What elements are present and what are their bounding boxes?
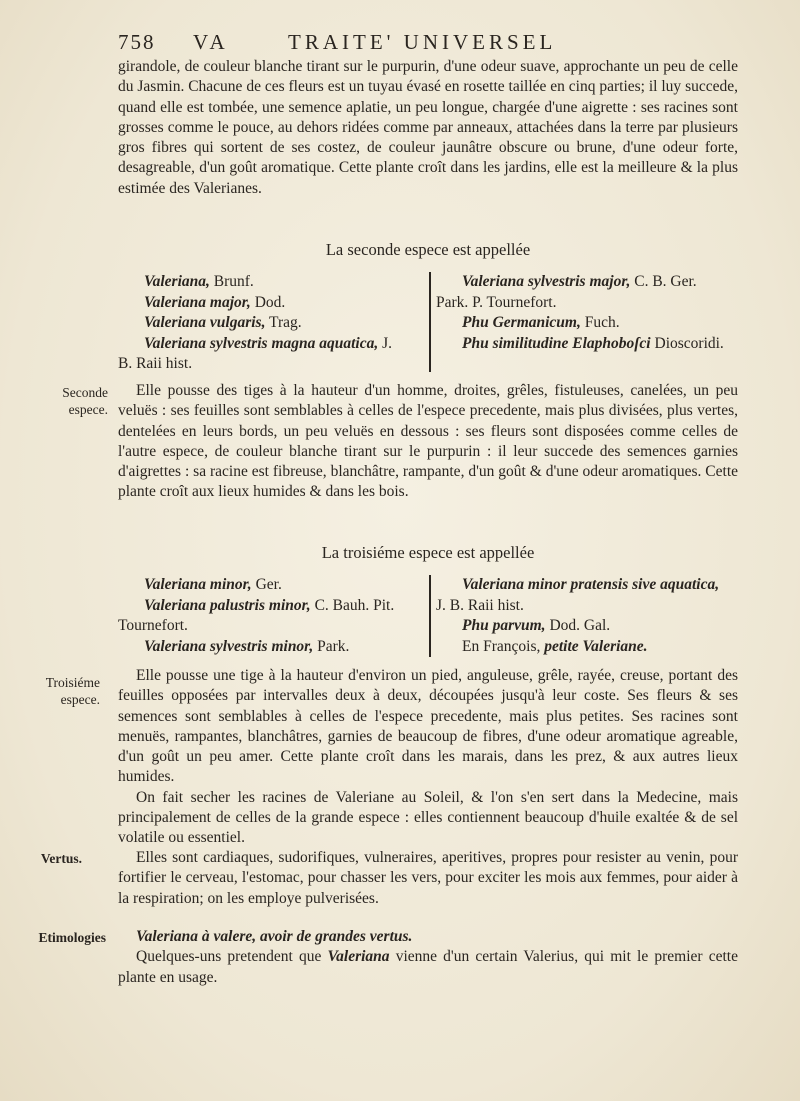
- synonym-entry: Valeriana vulgaris, Trag.: [144, 314, 302, 331]
- synonym-entry: Valeriana sylvestris magna aquatica, J.: [144, 334, 393, 352]
- synonym-entry: Valeriana palustris minor, C. Bauh. Pit.: [144, 596, 395, 614]
- margin-note-seconde: Seconde espece.: [62, 385, 108, 417]
- synonym-entry: En François, petite Valeriane.: [462, 637, 648, 655]
- synonyms-right-column: [436, 575, 741, 657]
- margin-note-etimologies: Etimologies: [38, 930, 106, 945]
- intro-paragraph: girandole, de couleur blanche tirant sur le purpurin, d'une odeur suave, approchante un peu de celle du Jasmin. Chacune de ces fleurs est un tuyau évasé en rosette taillée en cinq parties; il luy succede, quand elle est tombée, une semence aplatie, un peu longue, chargée d'une aigrette : ses racines sont grosses comme le pouce, au dehors ridées comme par anneaux, attachées dans la terre par plusieurs gros fibres qui sortent de ses costez, de couleur jaunâtre obscure ou brune, d'une odeur forte, desagreable, d'un goût aromatique. Cette plante croît dans les jardins, elle est la meilleure & la plus estimée des Valerianes.: [118, 58, 738, 197]
- second-synonyms: [118, 272, 738, 376]
- synonym-entry: Valeriana, Brunf.: [144, 273, 254, 290]
- column-divider: [429, 272, 431, 372]
- third-species-description: Elle pousse une tige à la hauteur d'environ un pied, anguleuse, grêle, rayée, creuse, portant des feuilles opposées par intervalles deux à deux, découpées jusqu'à leur coste. Ses fleurs & ses semences sont semblables à celles de l'espece precedente, mais plus petites. Ses racines sont menuës, rampantes, blanchâtres, garnies de beaucoup de fibres, d'une odeur aromatique agreable, d'un goût un peu amer. Cette plante croît dans les marais, dans les prez, & aux autres lieux humides. On fait secher les racines de Valeriane au Soleil, & l'on s'en sert dans la Medecine, mais principalement de celles de la grande espece : elles contiennent beaucoup d'huile exaltée & de sel volatile ou essentiel.: [118, 666, 738, 849]
- vertus-paragraph: Elles sont cardiaques, sudorifiques, vulneraires, aperitives, propres pour resister au venin, pour fortifier le cerveau, l'estomac, pour chasser les vers, pour exciter les mois aux femmes, pour aider à la respiration; on les employe pulverisées.: [118, 849, 738, 907]
- synonyms-left-column: [118, 272, 426, 375]
- synonym-entry: Valeriana major, Dod.: [144, 293, 286, 311]
- usage-paragraph: On fait secher les racines de Valeriane au Soleil, & l'on s'en sert dans la Medecine, mais principalement de celles de la grande espece : elles contiennent beaucoup d'huile exaltée & de sel volatile ou essentiel.: [118, 788, 738, 847]
- synonym-entry: J. B. Raii hist.: [436, 596, 524, 614]
- synonyms-left-column: [118, 575, 426, 657]
- synonym-entry: Phu parvum, Dod. Gal.: [462, 617, 611, 634]
- book-title: TRAITE' UNIVERSEL: [288, 30, 557, 54]
- column-divider: [429, 575, 431, 657]
- third-species-heading: La troisiéme espece est appellée: [321, 543, 535, 562]
- section-letters: VA: [193, 30, 229, 54]
- synonym-entry: Phu Germanicum, Fuch.: [462, 314, 620, 331]
- second-species-description: Elle pousse des tiges à la hauteur d'un homme, droites, grêles, fistuleuses, canelées, un peu veluës : ses feuilles sont semblables à celles de l'espece precedente, mais plus divisées, plus vertes, dentelées en leurs bords, un peu veluës en dessous : ses fleurs sont disposées comme celles de l'autre espece, de couleur blanche tirant sur le purpurin : il leur succede des semences garnies d'aigrettes : sa racine est fibreuse, blanchâtre, rampante, d'un goût & d'une odeur aromatiques. Cette plante croît aux lieux humides & dans les bois.: [118, 382, 738, 501]
- synonym-entry: Phu similitudine Elaphoboſci Dioscoridi.: [462, 334, 724, 352]
- third-synonyms: [118, 575, 738, 659]
- synonym-entry: Valeriana sylvestris major, C. B. Ger.: [462, 273, 697, 290]
- etymology-italic: Valeriana à valere, avoir de grandes vertus.: [136, 928, 413, 945]
- page-number: 758: [118, 30, 156, 54]
- synonym-entry: Tournefort.: [118, 617, 188, 634]
- synonyms-right-column: [436, 272, 741, 354]
- synonym-entry: Valeriana minor pratensis sive aquatica,: [462, 576, 720, 593]
- synonym-entry: Valeriana minor, Ger.: [144, 576, 282, 593]
- second-species-heading: La seconde espece est appellée: [325, 240, 531, 259]
- margin-note-troisieme: Troisiéme espece.: [45, 675, 100, 707]
- etymologie-paragraph: Valeriana à valere, avoir de grandes vertus. Quelques-uns pretendent que Valeriana vienne d'un certain Valerius, qui mit le premier cette plante en usage.: [118, 928, 738, 986]
- synonym-entry: B. Raii hist.: [118, 355, 193, 372]
- margin-note-vertus: Vertus.: [40, 851, 82, 866]
- synonym-entry: Valeriana sylvestris minor, Park.: [144, 637, 350, 655]
- synonym-entry: Park. P. Tournefort.: [436, 293, 557, 311]
